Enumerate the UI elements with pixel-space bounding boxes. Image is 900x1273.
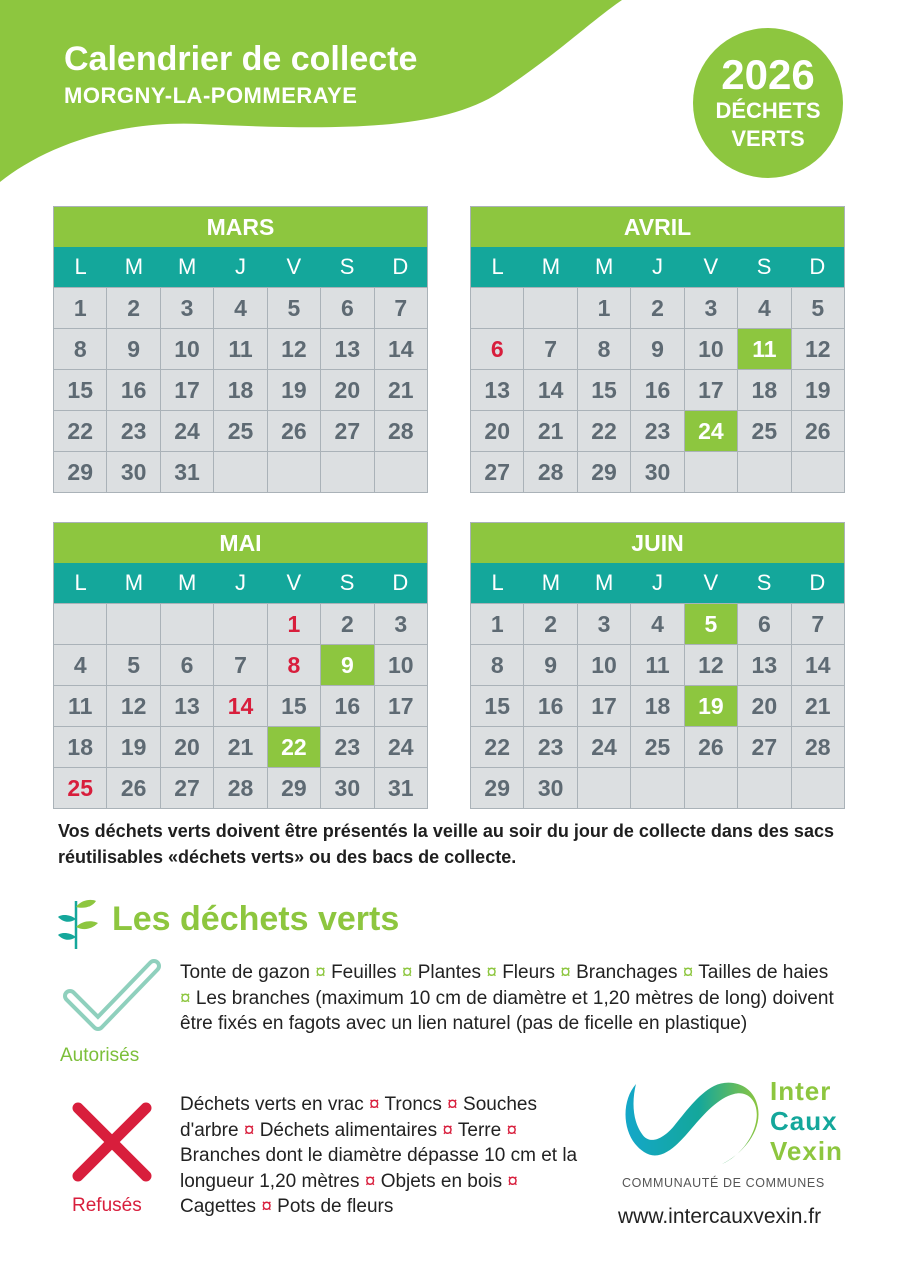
empty-day-cell bbox=[107, 604, 159, 644]
day-cell: 6 bbox=[161, 645, 213, 685]
day-cell: 5 bbox=[268, 288, 320, 328]
day-cell: 16 bbox=[107, 370, 159, 410]
day-cell: 9 bbox=[107, 329, 159, 369]
weekday-label: J bbox=[234, 570, 246, 595]
logo-line1: Inter bbox=[770, 1076, 832, 1106]
holiday-day-cell: 14 bbox=[214, 686, 266, 726]
day-cell: 31 bbox=[375, 768, 427, 808]
collection-day-cell: 11 bbox=[738, 329, 790, 369]
day-cell: 20 bbox=[161, 727, 213, 767]
day-cell: 17 bbox=[161, 370, 213, 410]
weekday-label: M bbox=[541, 570, 561, 595]
weekday-label: S bbox=[339, 254, 355, 279]
day-cell: 10 bbox=[161, 329, 213, 369]
waste-item: Déchets alimentaires bbox=[259, 1119, 438, 1141]
day-cell: 17 bbox=[375, 686, 427, 726]
day-cell: 30 bbox=[631, 452, 683, 492]
day-cell: 1 bbox=[578, 288, 630, 328]
day-cell: 20 bbox=[471, 411, 523, 451]
day-cell: 13 bbox=[321, 329, 373, 369]
day-cell: 14 bbox=[792, 645, 844, 685]
day-cell: 28 bbox=[792, 727, 844, 767]
day-cell: 12 bbox=[107, 686, 159, 726]
empty-day-cell bbox=[631, 768, 683, 808]
separator-icon: ¤ bbox=[677, 962, 699, 983]
separator-icon: ¤ bbox=[481, 962, 503, 983]
day-cell: 19 bbox=[792, 370, 844, 410]
day-cell: 15 bbox=[268, 686, 320, 726]
day-cell: 28 bbox=[375, 411, 427, 451]
month-name: AVRIL bbox=[471, 207, 844, 247]
day-cell: 4 bbox=[214, 288, 266, 328]
day-cell: 29 bbox=[268, 768, 320, 808]
day-grid bbox=[54, 603, 427, 808]
day-cell: 9 bbox=[524, 645, 576, 685]
waste-item: Feuilles bbox=[331, 962, 397, 983]
day-cell: 17 bbox=[578, 686, 630, 726]
weekday-label: L bbox=[491, 254, 504, 279]
day-cell: 26 bbox=[107, 768, 159, 808]
collection-notice: Vos déchets verts doivent être présentés la veille au soir du jour de collecte dans des sacs réutilisables «déchets verts» ou des bacs de collecte. bbox=[58, 821, 834, 867]
day-cell: 21 bbox=[524, 411, 576, 451]
page-title: Calendrier de collecte bbox=[64, 40, 418, 78]
waste-item: Branchages bbox=[576, 962, 678, 983]
collection-day-cell: 19 bbox=[685, 686, 737, 726]
day-cell: 7 bbox=[792, 604, 844, 644]
empty-day-cell bbox=[161, 604, 213, 644]
day-cell: 25 bbox=[214, 411, 266, 451]
day-cell: 8 bbox=[471, 645, 523, 685]
weekday-label: J bbox=[651, 254, 663, 279]
waste-item: Tonte de gazon bbox=[180, 962, 310, 983]
day-cell: 26 bbox=[268, 411, 320, 451]
waste-item: Tailles de haies bbox=[698, 962, 829, 983]
day-cell: 28 bbox=[214, 768, 266, 808]
day-cell: 21 bbox=[375, 370, 427, 410]
day-cell: 10 bbox=[685, 329, 737, 369]
waste-item: Terre bbox=[457, 1119, 502, 1141]
day-grid bbox=[471, 287, 844, 492]
day-cell: 18 bbox=[738, 370, 790, 410]
day-cell: 15 bbox=[54, 370, 106, 410]
separator-icon: ¤ bbox=[501, 1119, 518, 1141]
empty-day-cell bbox=[471, 288, 523, 328]
commune-name: MORGNY-LA-POMMERAYE bbox=[64, 83, 358, 108]
empty-day-cell bbox=[578, 768, 630, 808]
weekday-label: J bbox=[234, 254, 246, 279]
day-cell: 10 bbox=[578, 645, 630, 685]
separator-icon: ¤ bbox=[437, 1119, 458, 1141]
day-cell: 23 bbox=[631, 411, 683, 451]
waste-item: Branches dont le diamètre dépasse 10 cm et la longueur 1,20 mètres bbox=[180, 1145, 578, 1192]
weekday-label: M bbox=[595, 570, 614, 595]
day-cell: 11 bbox=[54, 686, 106, 726]
badge-line2: VERTS bbox=[731, 126, 805, 151]
weekday-label: S bbox=[756, 570, 772, 595]
separator-icon: ¤ bbox=[180, 987, 196, 1009]
month-name: JUIN bbox=[471, 523, 844, 563]
refused-label: Refusés bbox=[72, 1195, 142, 1216]
calendar-month bbox=[470, 206, 845, 493]
day-cell: 12 bbox=[685, 645, 737, 685]
logo-wordmark bbox=[770, 1076, 843, 1166]
section-title: Les déchets verts bbox=[112, 900, 400, 938]
weekday-header bbox=[54, 563, 427, 603]
day-cell: 22 bbox=[54, 411, 106, 451]
separator-icon: ¤ bbox=[238, 1119, 260, 1141]
weekday-label: S bbox=[339, 570, 355, 595]
day-cell: 29 bbox=[578, 452, 630, 492]
day-cell: 16 bbox=[631, 370, 683, 410]
day-cell: 7 bbox=[375, 288, 427, 328]
day-cell: 23 bbox=[321, 727, 373, 767]
day-cell: 23 bbox=[107, 411, 159, 451]
day-cell: 18 bbox=[631, 686, 683, 726]
day-cell: 11 bbox=[214, 329, 266, 369]
day-cell: 27 bbox=[321, 411, 373, 451]
weekday-label: V bbox=[286, 254, 302, 279]
empty-day-cell bbox=[738, 452, 790, 492]
month-name: MAI bbox=[54, 523, 427, 563]
empty-day-cell bbox=[214, 604, 266, 644]
day-cell: 24 bbox=[375, 727, 427, 767]
separator-icon: ¤ bbox=[256, 1196, 278, 1217]
day-cell: 15 bbox=[471, 686, 523, 726]
empty-day-cell bbox=[268, 452, 320, 492]
day-cell: 29 bbox=[54, 452, 106, 492]
day-cell: 4 bbox=[738, 288, 790, 328]
day-cell: 4 bbox=[631, 604, 683, 644]
empty-day-cell bbox=[792, 768, 844, 808]
separator-icon: ¤ bbox=[441, 1094, 464, 1115]
waste-item: Objets en bois bbox=[380, 1170, 503, 1192]
day-cell: 16 bbox=[524, 686, 576, 726]
empty-day-cell bbox=[685, 452, 737, 492]
separator-icon: ¤ bbox=[396, 962, 418, 983]
day-cell: 31 bbox=[161, 452, 213, 492]
day-cell: 22 bbox=[471, 727, 523, 767]
waste-item: Déchets verts en vrac bbox=[180, 1094, 364, 1115]
weekday-label: M bbox=[541, 254, 561, 279]
day-cell: 18 bbox=[54, 727, 106, 767]
day-cell: 25 bbox=[631, 727, 683, 767]
day-cell: 5 bbox=[107, 645, 159, 685]
day-cell: 2 bbox=[107, 288, 159, 328]
weekday-label: V bbox=[286, 570, 302, 595]
day-grid bbox=[54, 287, 427, 492]
day-cell: 23 bbox=[524, 727, 576, 767]
day-cell: 14 bbox=[375, 329, 427, 369]
logo-tagline: COMMUNAUTÉ DE COMMUNES bbox=[622, 1176, 825, 1190]
day-cell: 14 bbox=[524, 370, 576, 410]
day-cell: 3 bbox=[578, 604, 630, 644]
day-cell: 13 bbox=[161, 686, 213, 726]
day-cell: 9 bbox=[631, 329, 683, 369]
weekday-label: M bbox=[124, 570, 144, 595]
day-cell: 16 bbox=[321, 686, 373, 726]
day-cell: 7 bbox=[214, 645, 266, 685]
day-cell: 22 bbox=[578, 411, 630, 451]
weekday-label: M bbox=[124, 254, 144, 279]
day-cell: 2 bbox=[524, 604, 576, 644]
day-cell: 30 bbox=[524, 768, 576, 808]
empty-day-cell bbox=[54, 604, 106, 644]
day-cell: 8 bbox=[54, 329, 106, 369]
day-cell: 12 bbox=[268, 329, 320, 369]
collection-day-cell: 22 bbox=[268, 727, 320, 767]
separator-icon: ¤ bbox=[554, 962, 577, 983]
weekday-header bbox=[54, 247, 427, 287]
month-name: MARS bbox=[54, 207, 427, 247]
collection-day-cell: 9 bbox=[321, 645, 373, 685]
day-cell: 10 bbox=[375, 645, 427, 685]
day-cell: 25 bbox=[738, 411, 790, 451]
weekday-label: J bbox=[651, 570, 663, 595]
day-cell: 24 bbox=[161, 411, 213, 451]
day-cell: 20 bbox=[738, 686, 790, 726]
day-cell: 4 bbox=[54, 645, 106, 685]
day-cell: 18 bbox=[214, 370, 266, 410]
weekday-label: D bbox=[809, 254, 826, 279]
day-cell: 13 bbox=[471, 370, 523, 410]
waste-item: Plantes bbox=[417, 962, 482, 983]
day-cell: 6 bbox=[321, 288, 373, 328]
badge-year: 2026 bbox=[721, 51, 815, 98]
day-cell: 21 bbox=[214, 727, 266, 767]
intercauxvexin-logo-icon bbox=[618, 1072, 766, 1172]
day-cell: 11 bbox=[631, 645, 683, 685]
empty-day-cell bbox=[738, 768, 790, 808]
day-cell: 26 bbox=[685, 727, 737, 767]
cross-icon bbox=[68, 1098, 156, 1186]
waste-item: Cagettes bbox=[180, 1196, 257, 1217]
empty-day-cell bbox=[524, 288, 576, 328]
day-cell: 3 bbox=[375, 604, 427, 644]
day-cell: 28 bbox=[524, 452, 576, 492]
day-cell: 30 bbox=[107, 452, 159, 492]
weekday-header bbox=[471, 563, 844, 603]
logo-line3: Vexin bbox=[770, 1136, 843, 1166]
day-grid bbox=[471, 603, 844, 808]
day-cell: 2 bbox=[321, 604, 373, 644]
empty-day-cell bbox=[375, 452, 427, 492]
refused-items bbox=[180, 1092, 592, 1220]
separator-icon: ¤ bbox=[502, 1170, 519, 1192]
plant-icon bbox=[56, 895, 100, 951]
day-cell: 5 bbox=[792, 288, 844, 328]
day-cell: 2 bbox=[631, 288, 683, 328]
weekday-label: M bbox=[595, 254, 614, 279]
website-link[interactable]: www.intercauxvexin.fr bbox=[618, 1205, 822, 1228]
weekday-label: S bbox=[756, 254, 772, 279]
weekday-label: L bbox=[74, 570, 87, 595]
day-cell: 19 bbox=[107, 727, 159, 767]
holiday-day-cell: 6 bbox=[471, 329, 523, 369]
holiday-day-cell: 8 bbox=[268, 645, 320, 685]
day-cell: 7 bbox=[524, 329, 576, 369]
holiday-day-cell: 25 bbox=[54, 768, 106, 808]
day-cell: 13 bbox=[738, 645, 790, 685]
allowed-items bbox=[180, 960, 840, 1037]
waste-item: Souches d'arbre bbox=[180, 1094, 537, 1141]
separator-icon: ¤ bbox=[359, 1170, 381, 1192]
empty-day-cell bbox=[214, 452, 266, 492]
day-cell: 6 bbox=[738, 604, 790, 644]
empty-day-cell bbox=[321, 452, 373, 492]
weekday-label: D bbox=[809, 570, 826, 595]
day-cell: 15 bbox=[578, 370, 630, 410]
waste-item: Troncs bbox=[384, 1094, 442, 1115]
badge-line1: DÉCHETS bbox=[715, 98, 821, 123]
day-cell: 27 bbox=[471, 452, 523, 492]
day-cell: 1 bbox=[471, 604, 523, 644]
weekday-label: L bbox=[74, 254, 87, 279]
day-cell: 3 bbox=[685, 288, 737, 328]
weekday-header bbox=[471, 247, 844, 287]
empty-day-cell bbox=[685, 768, 737, 808]
waste-item: Fleurs bbox=[502, 962, 555, 983]
waste-item: Pots de fleurs bbox=[277, 1196, 394, 1217]
logo-line2: Caux bbox=[770, 1106, 838, 1136]
separator-icon: ¤ bbox=[363, 1094, 385, 1115]
calendar-month bbox=[53, 522, 428, 809]
weekday-label: L bbox=[491, 570, 504, 595]
day-cell: 30 bbox=[321, 768, 373, 808]
day-cell: 19 bbox=[268, 370, 320, 410]
day-cell: 17 bbox=[685, 370, 737, 410]
weekday-label: V bbox=[703, 570, 719, 595]
weekday-label: M bbox=[178, 570, 197, 595]
day-cell: 27 bbox=[738, 727, 790, 767]
day-cell: 12 bbox=[792, 329, 844, 369]
weekday-label: V bbox=[703, 254, 719, 279]
empty-day-cell bbox=[792, 452, 844, 492]
calendar-month bbox=[53, 206, 428, 493]
day-cell: 26 bbox=[792, 411, 844, 451]
separator-icon: ¤ bbox=[309, 962, 332, 983]
weekday-label: D bbox=[392, 570, 409, 595]
day-cell: 20 bbox=[321, 370, 373, 410]
day-cell: 21 bbox=[792, 686, 844, 726]
day-cell: 29 bbox=[471, 768, 523, 808]
holiday-day-cell: 1 bbox=[268, 604, 320, 644]
day-cell: 3 bbox=[161, 288, 213, 328]
day-cell: 24 bbox=[578, 727, 630, 767]
waste-item: Les branches (maximum 10 cm de diamètre et 1,20 mètres de long) doivent être fixés en fagots avec un lien naturel (pas de ficelle en plastique) bbox=[180, 987, 834, 1034]
collection-day-cell: 24 bbox=[685, 411, 737, 451]
year-badge bbox=[693, 28, 843, 178]
day-cell: 8 bbox=[578, 329, 630, 369]
day-cell: 1 bbox=[54, 288, 106, 328]
calendar-month bbox=[470, 522, 845, 809]
collection-day-cell: 5 bbox=[685, 604, 737, 644]
weekday-label: M bbox=[178, 254, 197, 279]
checkmark-icon bbox=[62, 958, 162, 1038]
allowed-label: Autorisés bbox=[60, 1045, 140, 1066]
weekday-label: D bbox=[392, 254, 409, 279]
day-cell: 27 bbox=[161, 768, 213, 808]
